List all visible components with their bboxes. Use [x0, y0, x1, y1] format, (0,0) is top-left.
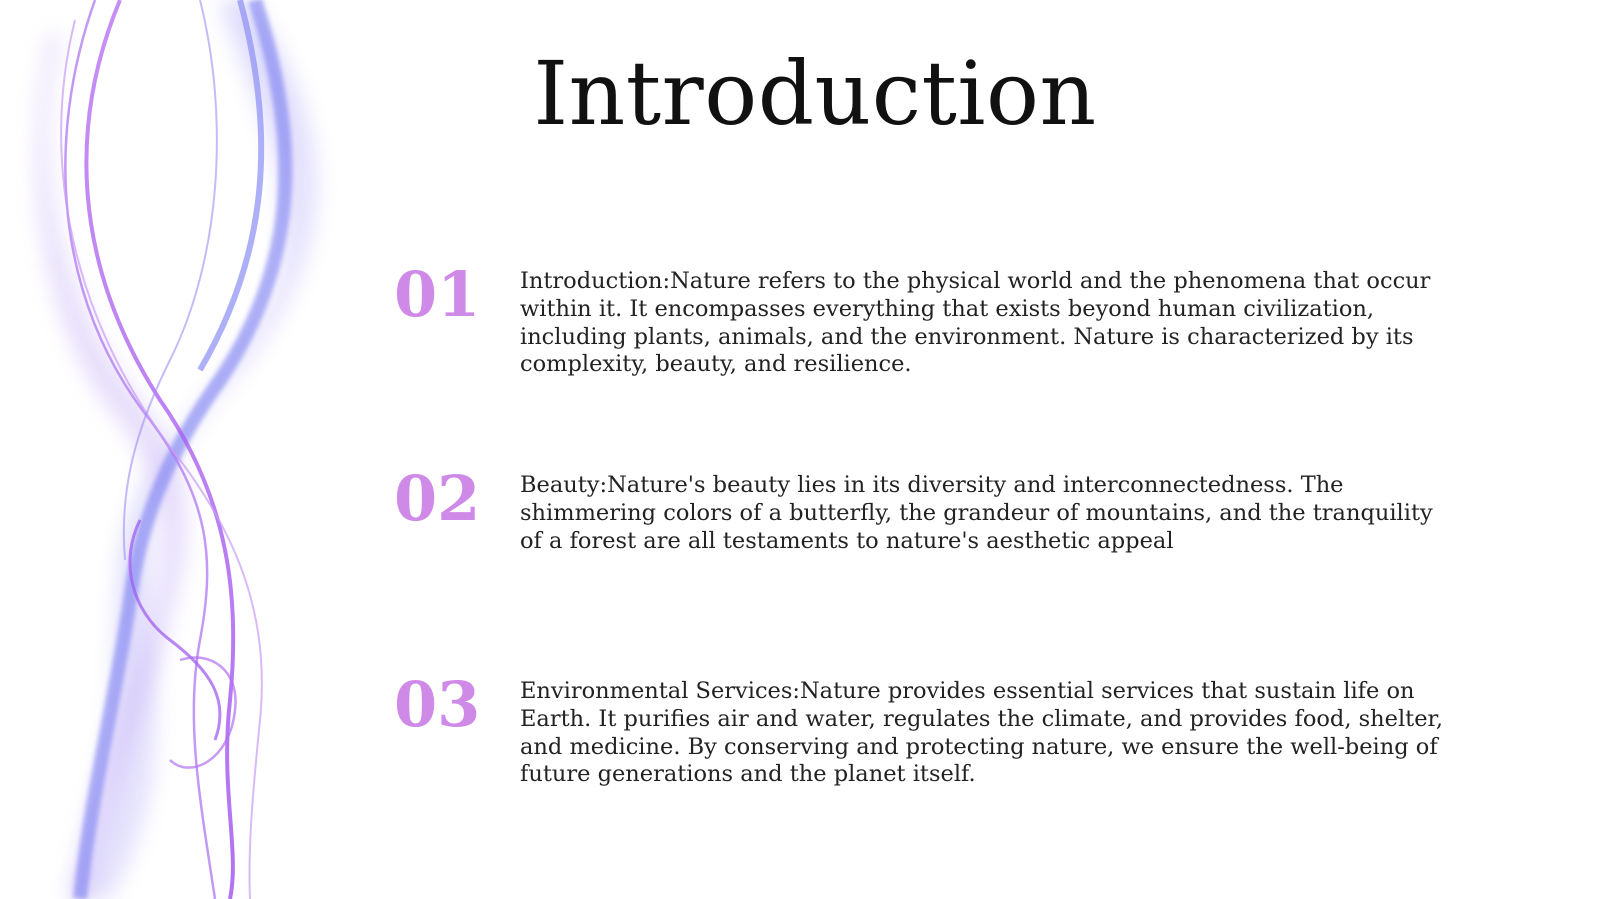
item-text: Beauty:Nature's beauty lies in its diversity and interconnectedness. The shimmering colors of a butterfly, the grandeur of mountains, and the tranquility of a forest are all testaments to nature's aesthetic appeal — [520, 472, 1433, 554]
item-text: Introduction:Nature refers to the physical world and the phenomena that occur within it. It encompasses everything that exists beyond human civilization, including plants, animals, and the environment. Nature is characterized by its complexity, beauty, and resilience. — [520, 268, 1431, 378]
page-title: Introduction — [533, 42, 1097, 145]
item-text: Environmental Services:Nature provides essential services that sustain life on Earth. It purifies air and water, regulates the climate, and provides food, shelter, and medicine. By conserving and protecting nature, we ensure the well-being of future generations and the planet itself. — [520, 678, 1443, 788]
item-number: 03 — [394, 668, 481, 741]
item-number: 02 — [394, 462, 481, 535]
item-number: 01 — [394, 258, 481, 331]
